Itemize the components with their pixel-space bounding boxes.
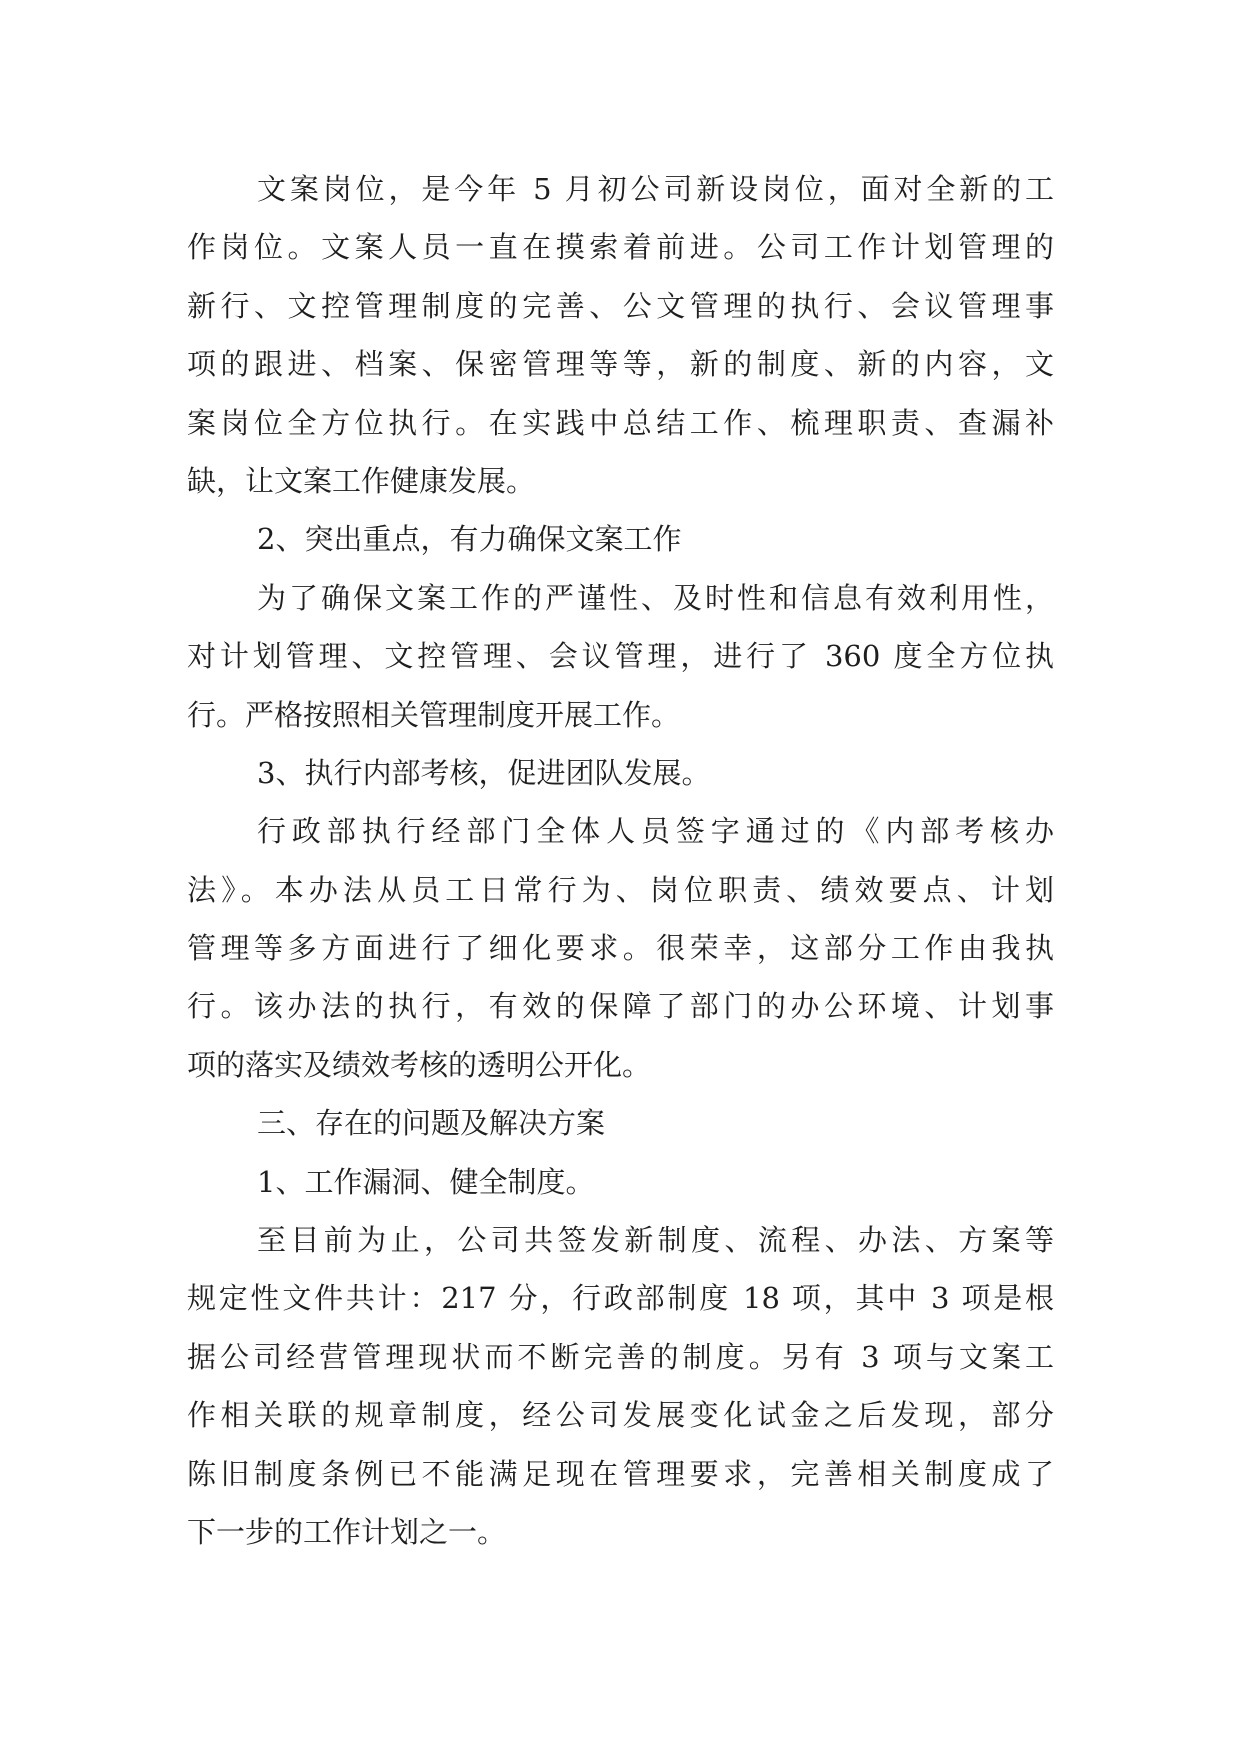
heading-line: 三、存在的问题及解决方案 [257, 1106, 606, 1141]
body-paragraph [187, 569, 1054, 744]
paragraph-line: 法》。本办法从员工日常行为、岗位职责、绩效要点、计划 [187, 872, 1054, 907]
paragraph-line: 对计划管理、文控管理、会议管理，进行了 360 度全方位执 [187, 639, 1054, 674]
heading-line: 1、工作漏洞、健全制度。 [257, 1164, 595, 1199]
subsection-heading [187, 744, 1054, 802]
paragraph-line: 行。该办法的执行，有效的保障了部门的办公环境、计划事 [187, 989, 1054, 1024]
paragraph-line: 据公司经营管理现状而不断完善的制度。另有 3 项与文案工 [187, 1339, 1054, 1374]
subsection-heading [187, 1153, 1054, 1211]
paragraph-line: 案岗位全方位执行。在实践中总结工作、梳理职责、查漏补 [187, 405, 1054, 440]
paragraph-line: 作岗位。文案人员一直在摸索着前进。公司工作计划管理的 [187, 230, 1054, 265]
body-paragraph [187, 160, 1054, 510]
body-paragraph [187, 1211, 1054, 1561]
paragraph-line: 至目前为止，公司共签发新制度、流程、办法、方案等 [257, 1223, 1054, 1258]
paragraph-line: 文案岗位，是今年 5 月初公司新设岗位，面对全新的工 [257, 172, 1054, 206]
paragraph-line: 为了确保文案工作的严谨性、及时性和信息有效利用性， [257, 580, 1054, 615]
paragraph-line: 管理等多方面进行了细化要求。很荣幸，这部分工作由我执 [187, 931, 1054, 966]
paragraph-line: 陈旧制度条例已不能满足现在管理要求，完善相关制度成了 [187, 1456, 1054, 1491]
paragraph-line: 缺，让文案工作健康发展。 [187, 463, 536, 498]
paragraph-line: 下一步的工作计划之一。 [187, 1514, 507, 1549]
document-body [187, 160, 1054, 1561]
body-paragraph [187, 802, 1054, 1094]
paragraph-line: 项的跟进、档案、保密管理等等，新的制度、新的内容，文 [187, 347, 1054, 382]
paragraph-line: 规定性文件共计：217 分，行政部制度 18 项，其中 3 项是根 [187, 1281, 1054, 1316]
heading-line: 2、突出重点，有力确保文案工作 [257, 522, 682, 557]
paragraph-line: 新行、文控管理制度的完善、公文管理的执行、会议管理事 [187, 288, 1054, 323]
heading-line: 3、执行内部考核，促进团队发展。 [257, 755, 711, 790]
section-heading [187, 1094, 1054, 1152]
paragraph-line: 行政部执行经部门全体人员签字通过的《内部考核办 [257, 814, 1054, 849]
subsection-heading [187, 510, 1054, 568]
paragraph-line: 项的落实及绩效考核的透明公开化。 [187, 1047, 652, 1082]
paragraph-line: 行。严格按照相关管理制度开展工作。 [187, 697, 681, 732]
paragraph-line: 作相关联的规章制度，经公司发展变化试金之后发现，部分 [187, 1398, 1054, 1433]
